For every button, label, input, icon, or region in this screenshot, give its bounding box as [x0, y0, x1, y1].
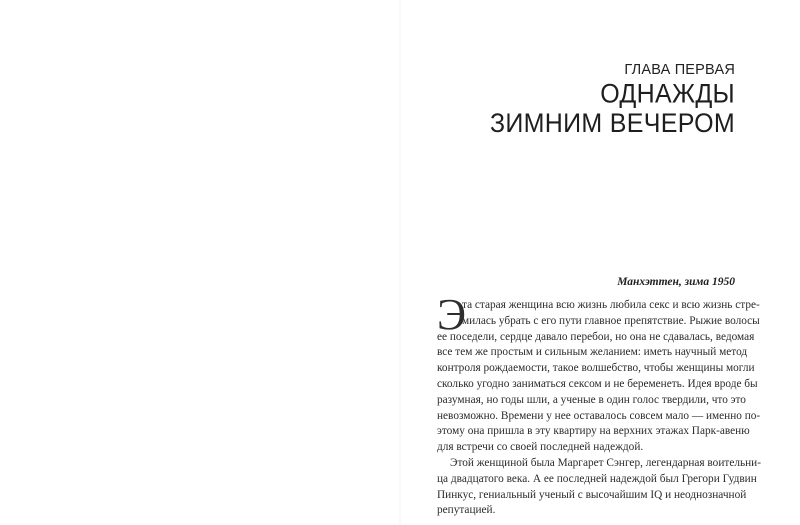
- text-line: сколько угодно заниматься сексом и не беременеть. Идея вроде бы: [437, 377, 758, 390]
- page-gutter: [399, 0, 401, 525]
- paragraph-2: [437, 456, 761, 519]
- chapter-title: [490, 80, 735, 138]
- text-line: ее поседели, сердце давало перебои, но она не сдавалась, ведомая: [437, 330, 755, 343]
- text-line: репутацией.: [437, 504, 496, 517]
- text-line: для встречи со своей последней надеждой.: [437, 441, 644, 454]
- epigraph-place-date: Манхэттен, зима 1950: [617, 276, 735, 288]
- drop-cap: Э: [437, 290, 467, 339]
- text-line: все тем же простым и сильным желанием: иметь научный метод: [437, 346, 748, 359]
- text-line: милась убрать с его пути главное препятствие. Рыжие волосы: [462, 314, 760, 327]
- body-text: [437, 290, 761, 519]
- text-line: Этой женщиной была Маргарет Сэнгер, легендарная воительни-: [450, 456, 761, 469]
- text-line: контроля рождаемости, такое волшебство, чтобы женщины могли: [437, 362, 755, 375]
- text-line: невозможно. Времени у нее оставалось совсем мало — именно по-: [437, 409, 761, 422]
- text-line: та старая женщина всю жизнь любила секс и всю жизнь стре-: [462, 299, 760, 311]
- chapter-label: ГЛАВА ПЕРВАЯ: [624, 62, 735, 78]
- text-line: разумная, но годы шли, а ученые в один голос твердили, что это: [437, 393, 746, 406]
- chapter-title-line-2: ЗИМНИМ ВЕЧЕРОМ: [490, 108, 735, 139]
- text-line: этому она пришла в эту квартиру на верхних этажах Парк-авеню: [437, 425, 750, 438]
- text-line: ца двадцатого века. А ее последней надеждой был Грегори Гудвин: [437, 472, 757, 485]
- text-line: Пинкус, гениальный ученый с высочайшим IQ и неоднозначной: [437, 488, 747, 501]
- paragraph-1: [437, 290, 761, 456]
- chapter-title-line-1: ОДНАЖДЫ: [600, 78, 735, 110]
